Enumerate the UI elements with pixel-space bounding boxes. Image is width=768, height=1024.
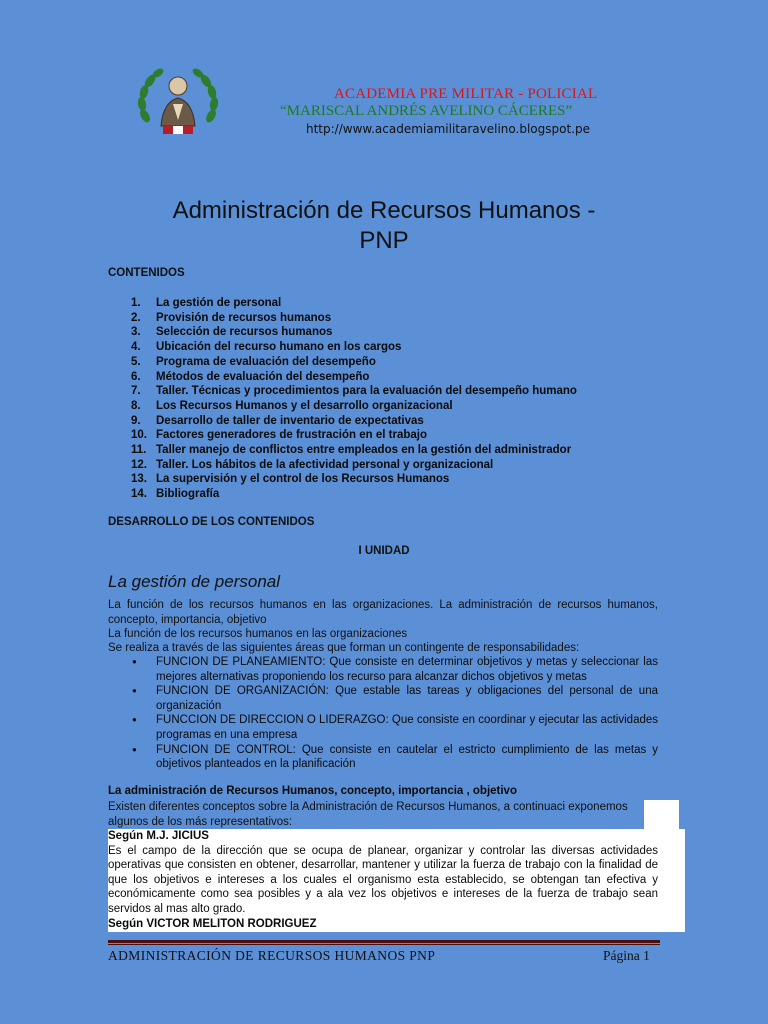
- academy-url-link[interactable]: http://www.academiamilitaravelino.blogspot.pe: [306, 122, 590, 136]
- document-title: [120, 196, 648, 256]
- page-number: Página 1: [603, 948, 650, 963]
- section-title: La gestión de personal: [108, 572, 281, 591]
- footer-divider: [108, 940, 660, 943]
- list-item: 11. Taller manejo de conflictos entre empleados en la gestión del administrador: [131, 444, 572, 457]
- contenidos-heading: CONTENIDOS: [108, 267, 185, 279]
- author-jicius: Según M.J. JICIUS: [108, 830, 209, 842]
- author-rodriguez: Según VICTOR MELITON RODRIGUEZ: [108, 917, 317, 930]
- desarrollo-heading: DESARROLLO DE LOS CONTENIDOS: [108, 516, 315, 528]
- paragraph-concepts: Existen diferentes conceptos sobre la Administración de Recursos Humanos, a continuaci exponemos algunos de los más representativos:: [108, 801, 628, 828]
- quote-jicius: Es el campo de la dirección que se ocupa de planear, organizar y controlar las diversas actividades operativas que consisten en obtener, desarrollar, mantener y utilizar la fuerza de trabajo con la finalidad de que los objetivos e intereses a los cuales el organismo esta establecido, se obtengan tan efectiva y económicamente como sea posibles y a ala vez los objetivos e intereses de la fuerza de trabajo sean servidos al mas alto grado.: [108, 844, 658, 915]
- list-item: 2. Provisión de recursos humanos: [131, 311, 332, 324]
- list-item: 10. Factores generadores de frustración en el trabajo: [131, 429, 427, 442]
- paragraph-intro: La función de los recursos humanos en las organizaciones. La administración de recursos humanos, concepto, importancia, objetivo: [108, 599, 658, 626]
- list-item: 3. Selección de recursos humanos: [131, 326, 333, 339]
- paragraph-function: La función de los recursos humanos en las organizaciones: [108, 628, 408, 640]
- document-title-line2: PNP: [359, 227, 409, 254]
- list-item: 13. La supervisión y el control de los Recursos Humanos: [131, 473, 450, 486]
- list-item: 6. Métodos de evaluación del desempeño: [131, 370, 370, 383]
- list-item: 9. Desarrollo de taller de inventario de expectativas: [131, 414, 424, 427]
- subheading-concepts: La administración de Recursos Humanos, concepto, importancia , objetivo: [108, 785, 517, 797]
- academy-subtitle: “MARISCAL ANDRÉS AVELINO CÁCERES”: [280, 103, 573, 119]
- list-item: ● FUNCCION DE DIRECCION O LIDERAZGO: Que consiste en coordinar y ejecutar las actividades programas en una empresa: [132, 713, 658, 742]
- functions-list: [132, 655, 658, 772]
- laurel-emblem-icon: [133, 64, 223, 140]
- document-title-line1: Administración de Recursos Humanos -: [172, 197, 596, 224]
- paragraph-areas: Se realiza a través de las siguientes áreas que forman un contingente de responsabilidades:: [108, 642, 580, 654]
- list-item: 7. Taller. Técnicas y procedimientos para la evaluación del desempeño humano: [131, 385, 577, 398]
- list-item: ● FUNCION DE CONTROL: Que consiste en cautelar el estricto cumplimiento de las metas y objetivos planteados en la planificación: [132, 743, 658, 772]
- unidad-heading: I UNIDAD: [358, 545, 410, 557]
- footer-title: ADMINISTRACIÓN DE RECURSOS HUMANOS PNP: [108, 948, 436, 963]
- list-item: ● FUNCION DE PLANEAMIENTO: Que consiste en determinar objetivos y metas y seleccionar las mejores alternativas proponiendo los recurso para alcanzar dichos objetivos y metas: [132, 655, 658, 684]
- list-item: 14. Bibliografía: [131, 488, 220, 501]
- academy-title: ACADEMIA PRE MILITAR - POLICIAL: [334, 86, 598, 102]
- list-item: 5. Programa de evaluación del desempeño: [131, 355, 376, 368]
- list-item: 8. Los Recursos Humanos y el desarrollo organizacional: [131, 399, 453, 412]
- footer-divider-thin: [108, 944, 660, 945]
- list-item: 4. Ubicación del recurso humano en los cargos: [131, 341, 402, 354]
- list-item: 12. Taller. Los hábitos de la afectividad personal y organizacional: [131, 458, 494, 471]
- quote-box: [108, 829, 685, 932]
- contents-list: [131, 296, 577, 502]
- list-item: 1. La gestión de personal: [131, 297, 282, 309]
- list-item: ● FUNCION DE ORGANIZACIÓN: Que estable las tareas y obligaciones del personal de una organización: [132, 684, 658, 713]
